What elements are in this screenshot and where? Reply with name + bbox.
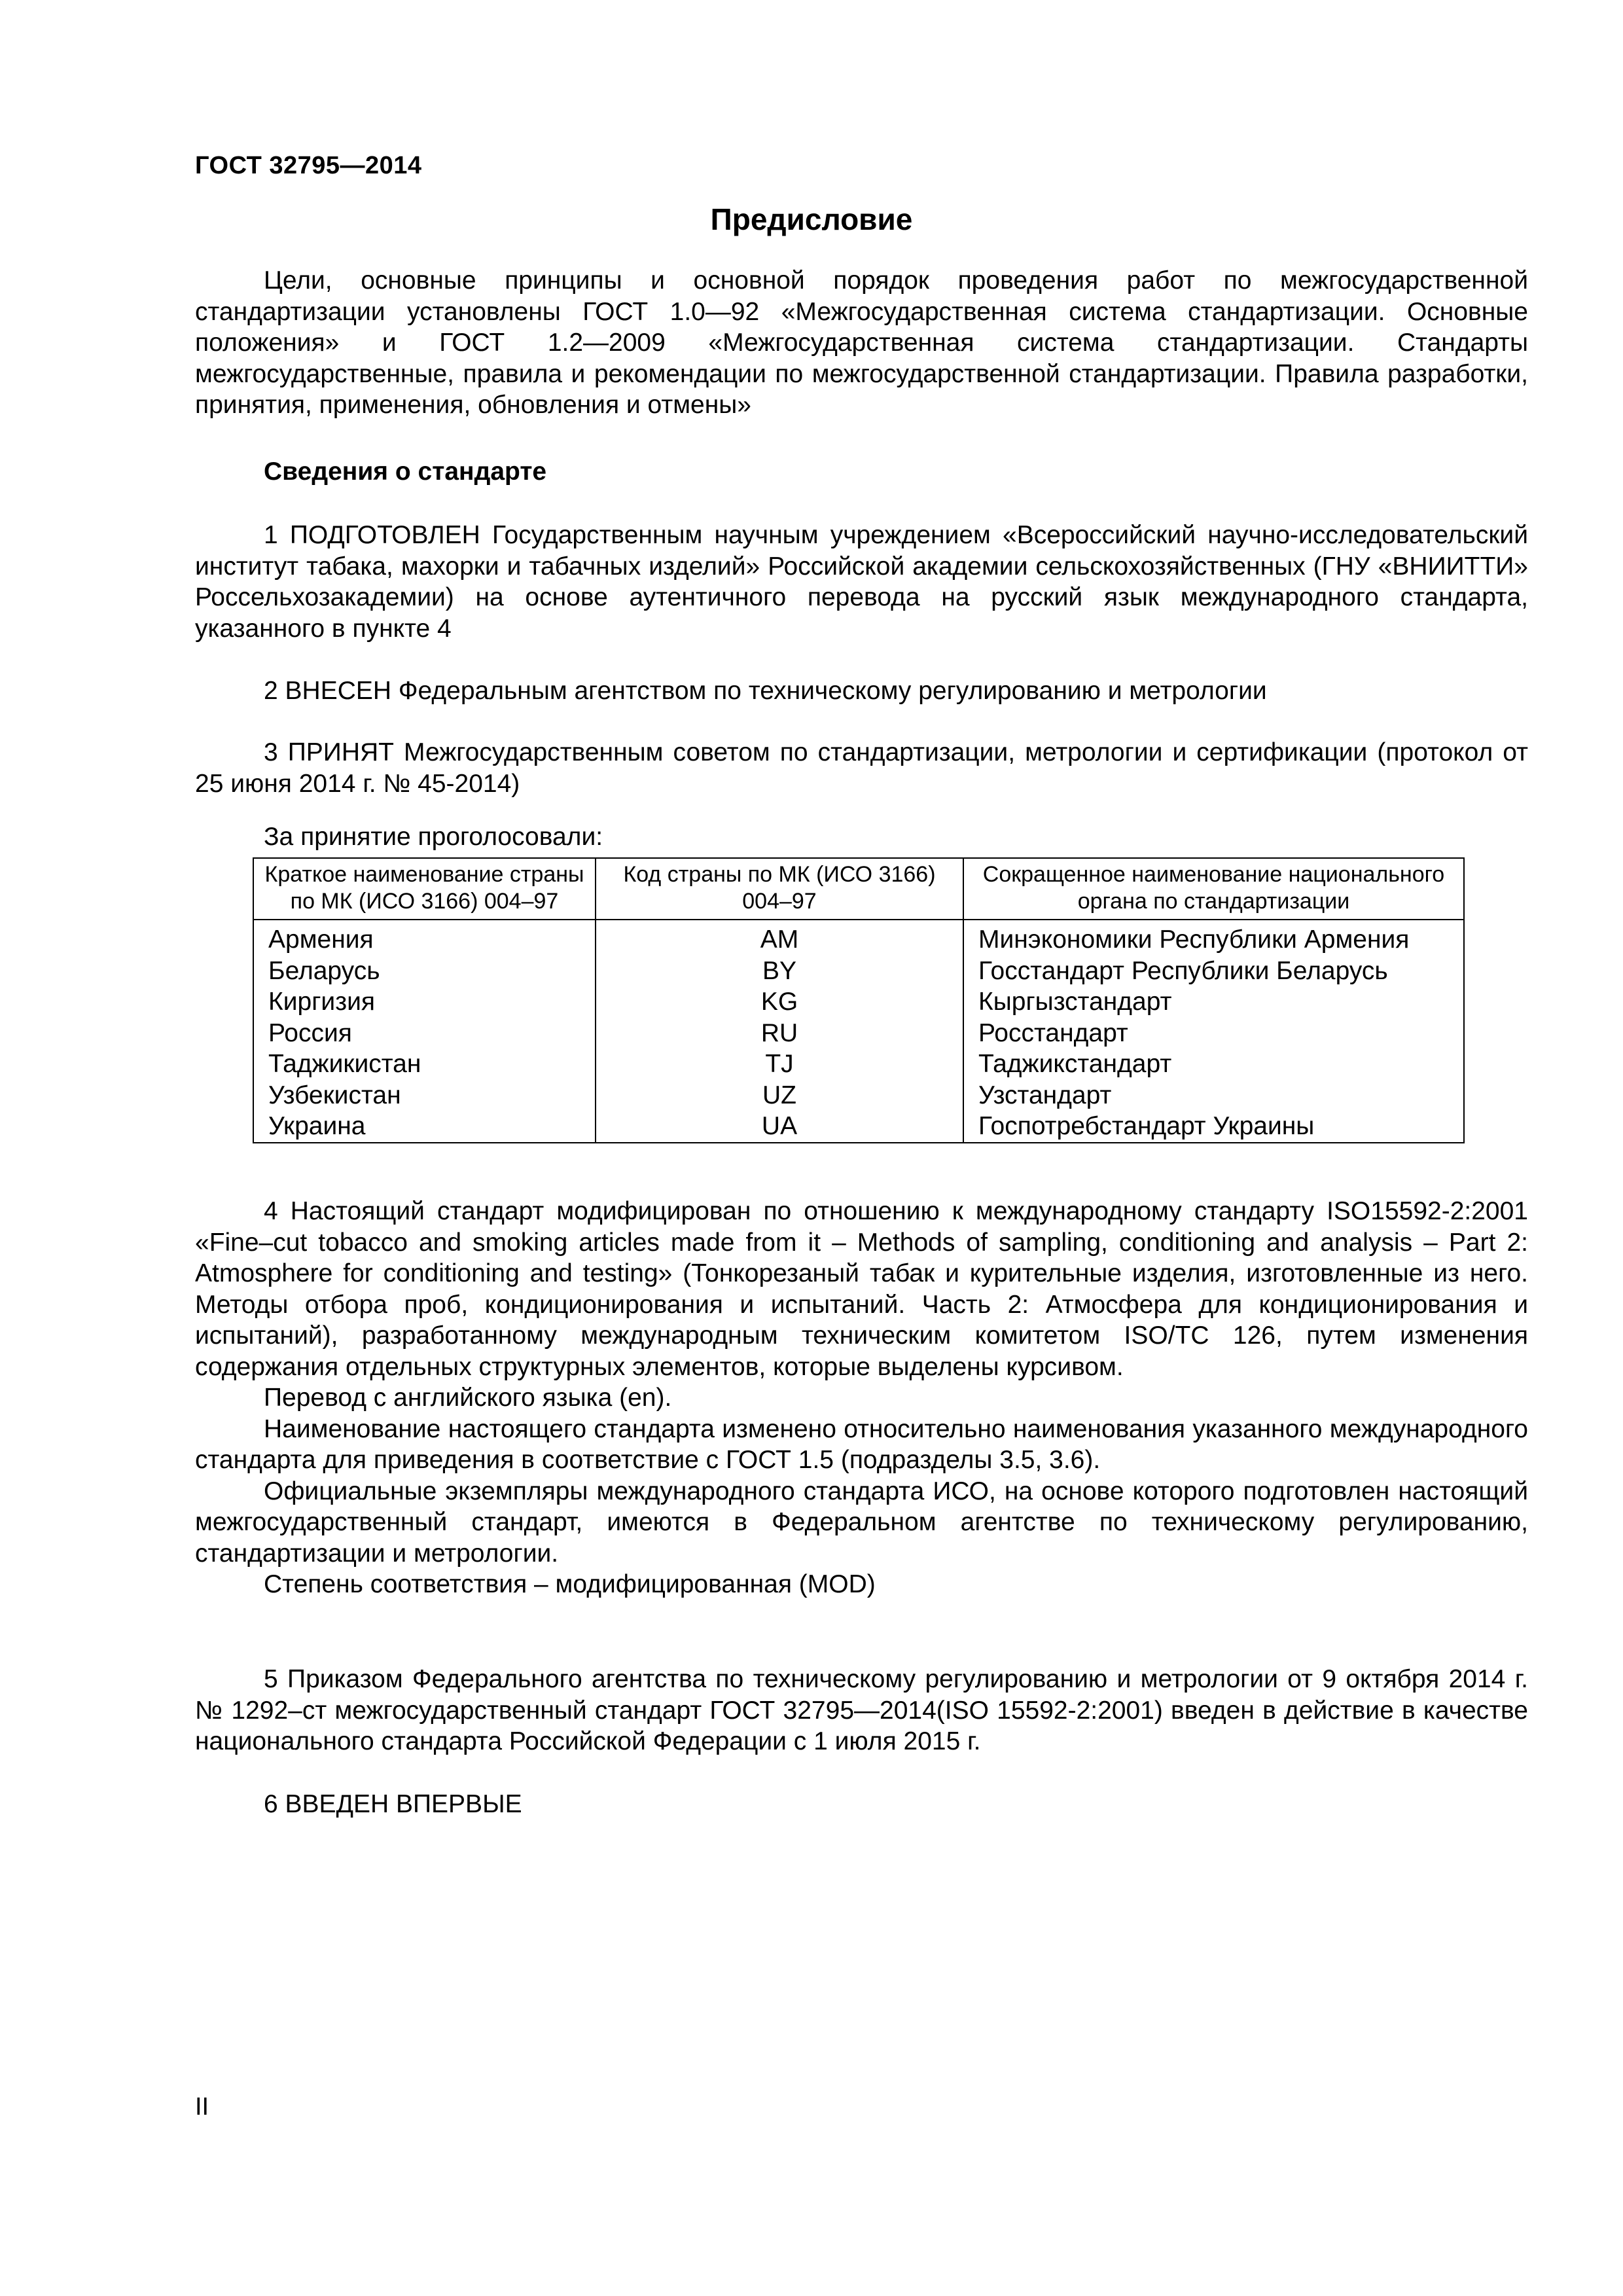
- code-cell: UA: [596, 1111, 963, 1143]
- item-2-paragraph: 2 ВНЕСЕН Федеральным агентством по техническому регулированию и метрологии: [264, 677, 1267, 705]
- table-row: [253, 1018, 1464, 1049]
- item-6-paragraph: 6 ВВЕДЕН ВПЕРВЫЕ: [264, 1790, 522, 1818]
- item-3-paragraph: 3 ПРИНЯТ Межгосударственным советом по стандартизации, метрологии и сертификации (протокол от 25 июня 2014 г. № 45-2014): [195, 738, 1528, 798]
- votes-table-header-row: [253, 858, 1464, 920]
- header-code: Код страны по МК (ИСО 3166) 004–97: [596, 858, 963, 920]
- item-4-name-change-note: Наименование настоящего стандарта изменено относительно наименования указанного международного стандарта для приведения в соответствие с ГОСТ 1.5 (подразделы 3.5, 3.6).: [195, 1414, 1528, 1474]
- item-5-paragraph: 5 Приказом Федерального агентства по техническому регулированию и метрологии от 9 октября 2014 г. № 1292–ст межгосударственный стандарт ГОСТ 32795—2014(ISO 15592-2:2001) введен в действие в качестве национального стандарта Российской Федерации с 1 июля 2015 г.: [195, 1665, 1528, 1755]
- body-cell: Кыргызстандарт: [963, 986, 1464, 1018]
- header-body: Сокращенное наименование национального органа по стандартизации: [963, 858, 1464, 920]
- body-cell: Минэкономики Республики Армения: [963, 920, 1464, 956]
- code-cell: BY: [596, 956, 963, 987]
- item-4-paragraph: 4 Настоящий стандарт модифицирован по отношению к международному стандарту ISO15592-2:2001 «Fine–cut tobacco and smoking articles made from it – Methods of sampling, conditioning and analysis – Part 2: Atmosphere for conditioning and testing» (Тонкорезаный табак и курительные изделия, изготовленные из него. Методы отбора проб, кондиционирования и испытаний. Часть 2: Атмосфера для кондиционирования и испытаний), разработанному международным техническим комитетом ISO/TC 126, путем изменения содержания отдельных структурных элементов, которые выделены курсивом.: [195, 1197, 1528, 1381]
- item-3-section: [195, 737, 1528, 799]
- header-country: Краткое наименование страны по МК (ИСО 3166) 004–97: [253, 858, 596, 920]
- code-cell: RU: [596, 1018, 963, 1049]
- standard-info-heading: Сведения о стандарте: [264, 457, 547, 486]
- document-code: ГОСТ 32795—2014: [195, 152, 422, 179]
- page-number: II: [195, 2093, 209, 2121]
- intro-paragraph: Цели, основные принципы и основной порядок проведения работ по межгосударственной стандартизации установлены ГОСТ 1.0—92 «Межгосударственная система стандартизации. Основные положения» и ГОСТ 1.2—2009 «Межгосударственная система стандартизации. Стандарты межгосударственные, правила и рекомендации по межгосударственной стандартизации. Правила разработки, принятия, применения, обновления и отмены»: [195, 266, 1528, 419]
- country-cell: Армения: [253, 920, 596, 956]
- item-4-translation-note: Перевод с английского языка (en).: [264, 1384, 672, 1412]
- page-title: Предисловие: [710, 202, 913, 236]
- country-cell: Таджикистан: [253, 1049, 596, 1080]
- item-1-paragraph: 1 ПОДГОТОВЛЕН Государственным научным учреждением «Всероссийский научно-исследовательский институт табака, махорки и табачных изделий» Российской академии сельскохозяйственных (ГНУ «ВНИИТТИ» Россельхозакадемии) на основе аутентичного перевода на русский язык международного стандарта, указанного в пункте 4: [195, 521, 1528, 643]
- code-cell: KG: [596, 986, 963, 1018]
- table-row: [253, 1111, 1464, 1143]
- item-4-section: [195, 1196, 1528, 1600]
- item-4-conformity-degree: Степень соответствия – модифицированная (MOD): [264, 1570, 876, 1598]
- body-cell: Узстандарт: [963, 1080, 1464, 1111]
- code-cell: TJ: [596, 1049, 963, 1080]
- country-cell: Киргизия: [253, 986, 596, 1018]
- body-cell: Таджикстандарт: [963, 1049, 1464, 1080]
- item-2-section: [195, 675, 1528, 707]
- intro-section: [195, 265, 1528, 421]
- table-row: [253, 956, 1464, 987]
- country-cell: Россия: [253, 1018, 596, 1049]
- table-row: [253, 920, 1464, 956]
- item-1-section: [195, 520, 1528, 644]
- item-5-section: [195, 1664, 1528, 1757]
- code-cell: AM: [596, 920, 963, 956]
- code-cell: UZ: [596, 1080, 963, 1111]
- item-6-section: [195, 1789, 1528, 1820]
- country-cell: Украина: [253, 1111, 596, 1143]
- body-cell: Росстандарт: [963, 1018, 1464, 1049]
- item-4-official-copies-note: Официальные экземпляры международного стандарта ИСО, на основе которого подготовлен настоящий межгосударственный стандарт, имеются в Федеральном агентстве по техническому регулированию, стандартизации и метрологии.: [195, 1477, 1528, 1568]
- votes-caption: За принятие проголосовали:: [264, 823, 603, 851]
- country-cell: Узбекистан: [253, 1080, 596, 1111]
- country-cell: Беларусь: [253, 956, 596, 987]
- body-cell: Госпотребстандарт Украины: [963, 1111, 1464, 1143]
- table-row: [253, 1080, 1464, 1111]
- body-cell: Госстандарт Республики Беларусь: [963, 956, 1464, 987]
- table-row: [253, 986, 1464, 1018]
- votes-table: [253, 857, 1465, 1143]
- table-row: [253, 1049, 1464, 1080]
